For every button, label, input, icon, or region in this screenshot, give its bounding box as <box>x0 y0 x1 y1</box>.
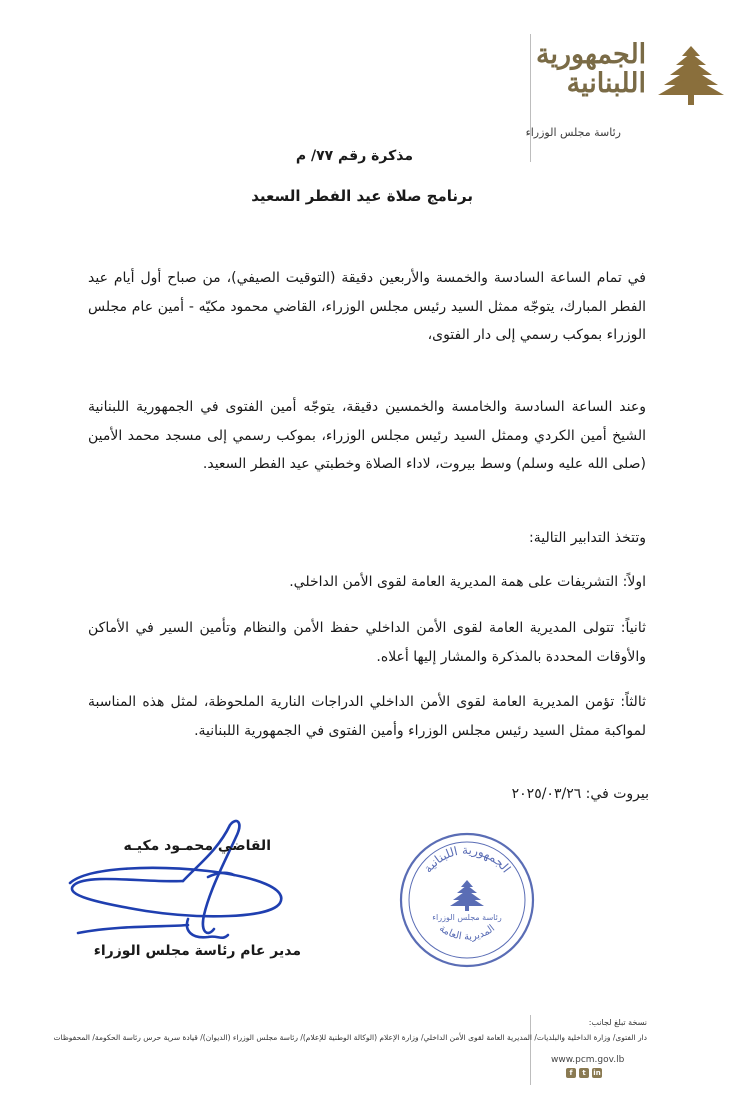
letterhead-office: رئاسة مجلس الوزراء <box>525 126 621 139</box>
cedar-icon <box>656 44 726 106</box>
paragraph-measure-1: اولاً: التشريفات على همة المديرية العامة لقوى الأمن الداخلي. <box>289 574 646 590</box>
copy-heading: نسخة تبلغ لجانب: <box>588 1018 647 1027</box>
signatory-name: القاضي محمـود مكيـه <box>123 838 271 854</box>
paragraph-measure-3: ثالثاً: تؤمن المديرية العامة لقوى الأمن الداخلي الدراجات النارية الملحوظة، لمثل هذه المناسبة لمواكبة ممثل السيد رئيس مجلس الوزراء وأمين الفتوى في الجمهورية اللبنانية. <box>88 694 646 739</box>
copy-recipients: دار الفتوى/ وزارة الداخلية والبلديات/ المديرية العامة لقوى الأمن الداخلي/ وزارة الإعلام (الوكالة الوطنية للإعلام)/ رئاسة مجلس الوزراء (الديوان)/ قيادة سرية حرس رئاسة الحكومة/ المحفوظات <box>53 1033 647 1042</box>
memo-title: برنامج صلاة عيد الفطر السعيد <box>251 187 473 205</box>
stamp-middle-text: رئاسة مجلس الوزراء <box>432 913 502 922</box>
twitter-icon[interactable]: t <box>579 1068 589 1078</box>
handwritten-signature <box>58 815 298 950</box>
svg-text:الجمهورية اللبنانية <box>421 843 514 876</box>
facebook-icon[interactable]: f <box>566 1068 576 1078</box>
paragraph-intro: في تمام الساعة السادسة والخمسة والأربعين دقيقة (التوقيت الصيفي)، من صباح أول أيام عيد الفطر المبارك، يتوجّه ممثل السيد رئيس مجلس الوزراء، القاضي محمود مكيّه - أمين عام مجلس الوزراء بموكب رسمي إلى دار الفتوى، <box>88 270 646 343</box>
memo-number: مذكرة رقم ٧٧/ م <box>295 148 413 164</box>
svg-text:المديرية العامة <box>437 923 497 943</box>
official-stamp <box>397 830 537 970</box>
stamp-bottom-text: المديرية العامة <box>436 923 498 943</box>
letterhead-line-1: الجمهورية <box>536 39 647 70</box>
stamp-top-text: الجمهورية اللبنانية <box>420 842 514 876</box>
header-divider <box>530 34 531 162</box>
letterhead-line-2: اللبنانية <box>566 68 646 99</box>
paragraph-measures-heading: وتتخذ التدابير التالية: <box>529 530 646 546</box>
paragraph-measure-2: ثانياً: تتولى المديرية العامة لقوى الأمن الداخلي حفظ الأمن والنظام وتأمين السير في الأماكن والأوقات المحددة بالمذكرة والمشار إليها أعلاه. <box>88 620 646 665</box>
website-link[interactable]: www.pcm.gov.lb <box>551 1055 625 1065</box>
social-links <box>566 1068 602 1078</box>
signatory-title: مدير عام رئاسة مجلس الوزراء <box>93 943 301 959</box>
document-date: بيروت في: ٢٠٢٥/٠٣/٢٦ <box>511 786 649 802</box>
stamp-cedar-icon <box>450 880 484 911</box>
footer-divider <box>530 1015 531 1085</box>
linkedin-icon[interactable]: in <box>593 1069 601 1077</box>
letterhead-logotype <box>536 40 646 99</box>
paragraph-procession: وعند الساعة السادسة والخامسة والخمسين دقيقة، يتوجّه أمين الفتوى في الجمهورية اللبنانية الشيخ أمين الكردي وممثل السيد رئيس مجلس الوزراء، بموكب رسمي إلى مسجد محمد الأمين (صلى الله عليه وسلم) وسط بيروت، لاداء الصلاة وخطبتي عيد الفطر السعيد. <box>88 399 646 472</box>
